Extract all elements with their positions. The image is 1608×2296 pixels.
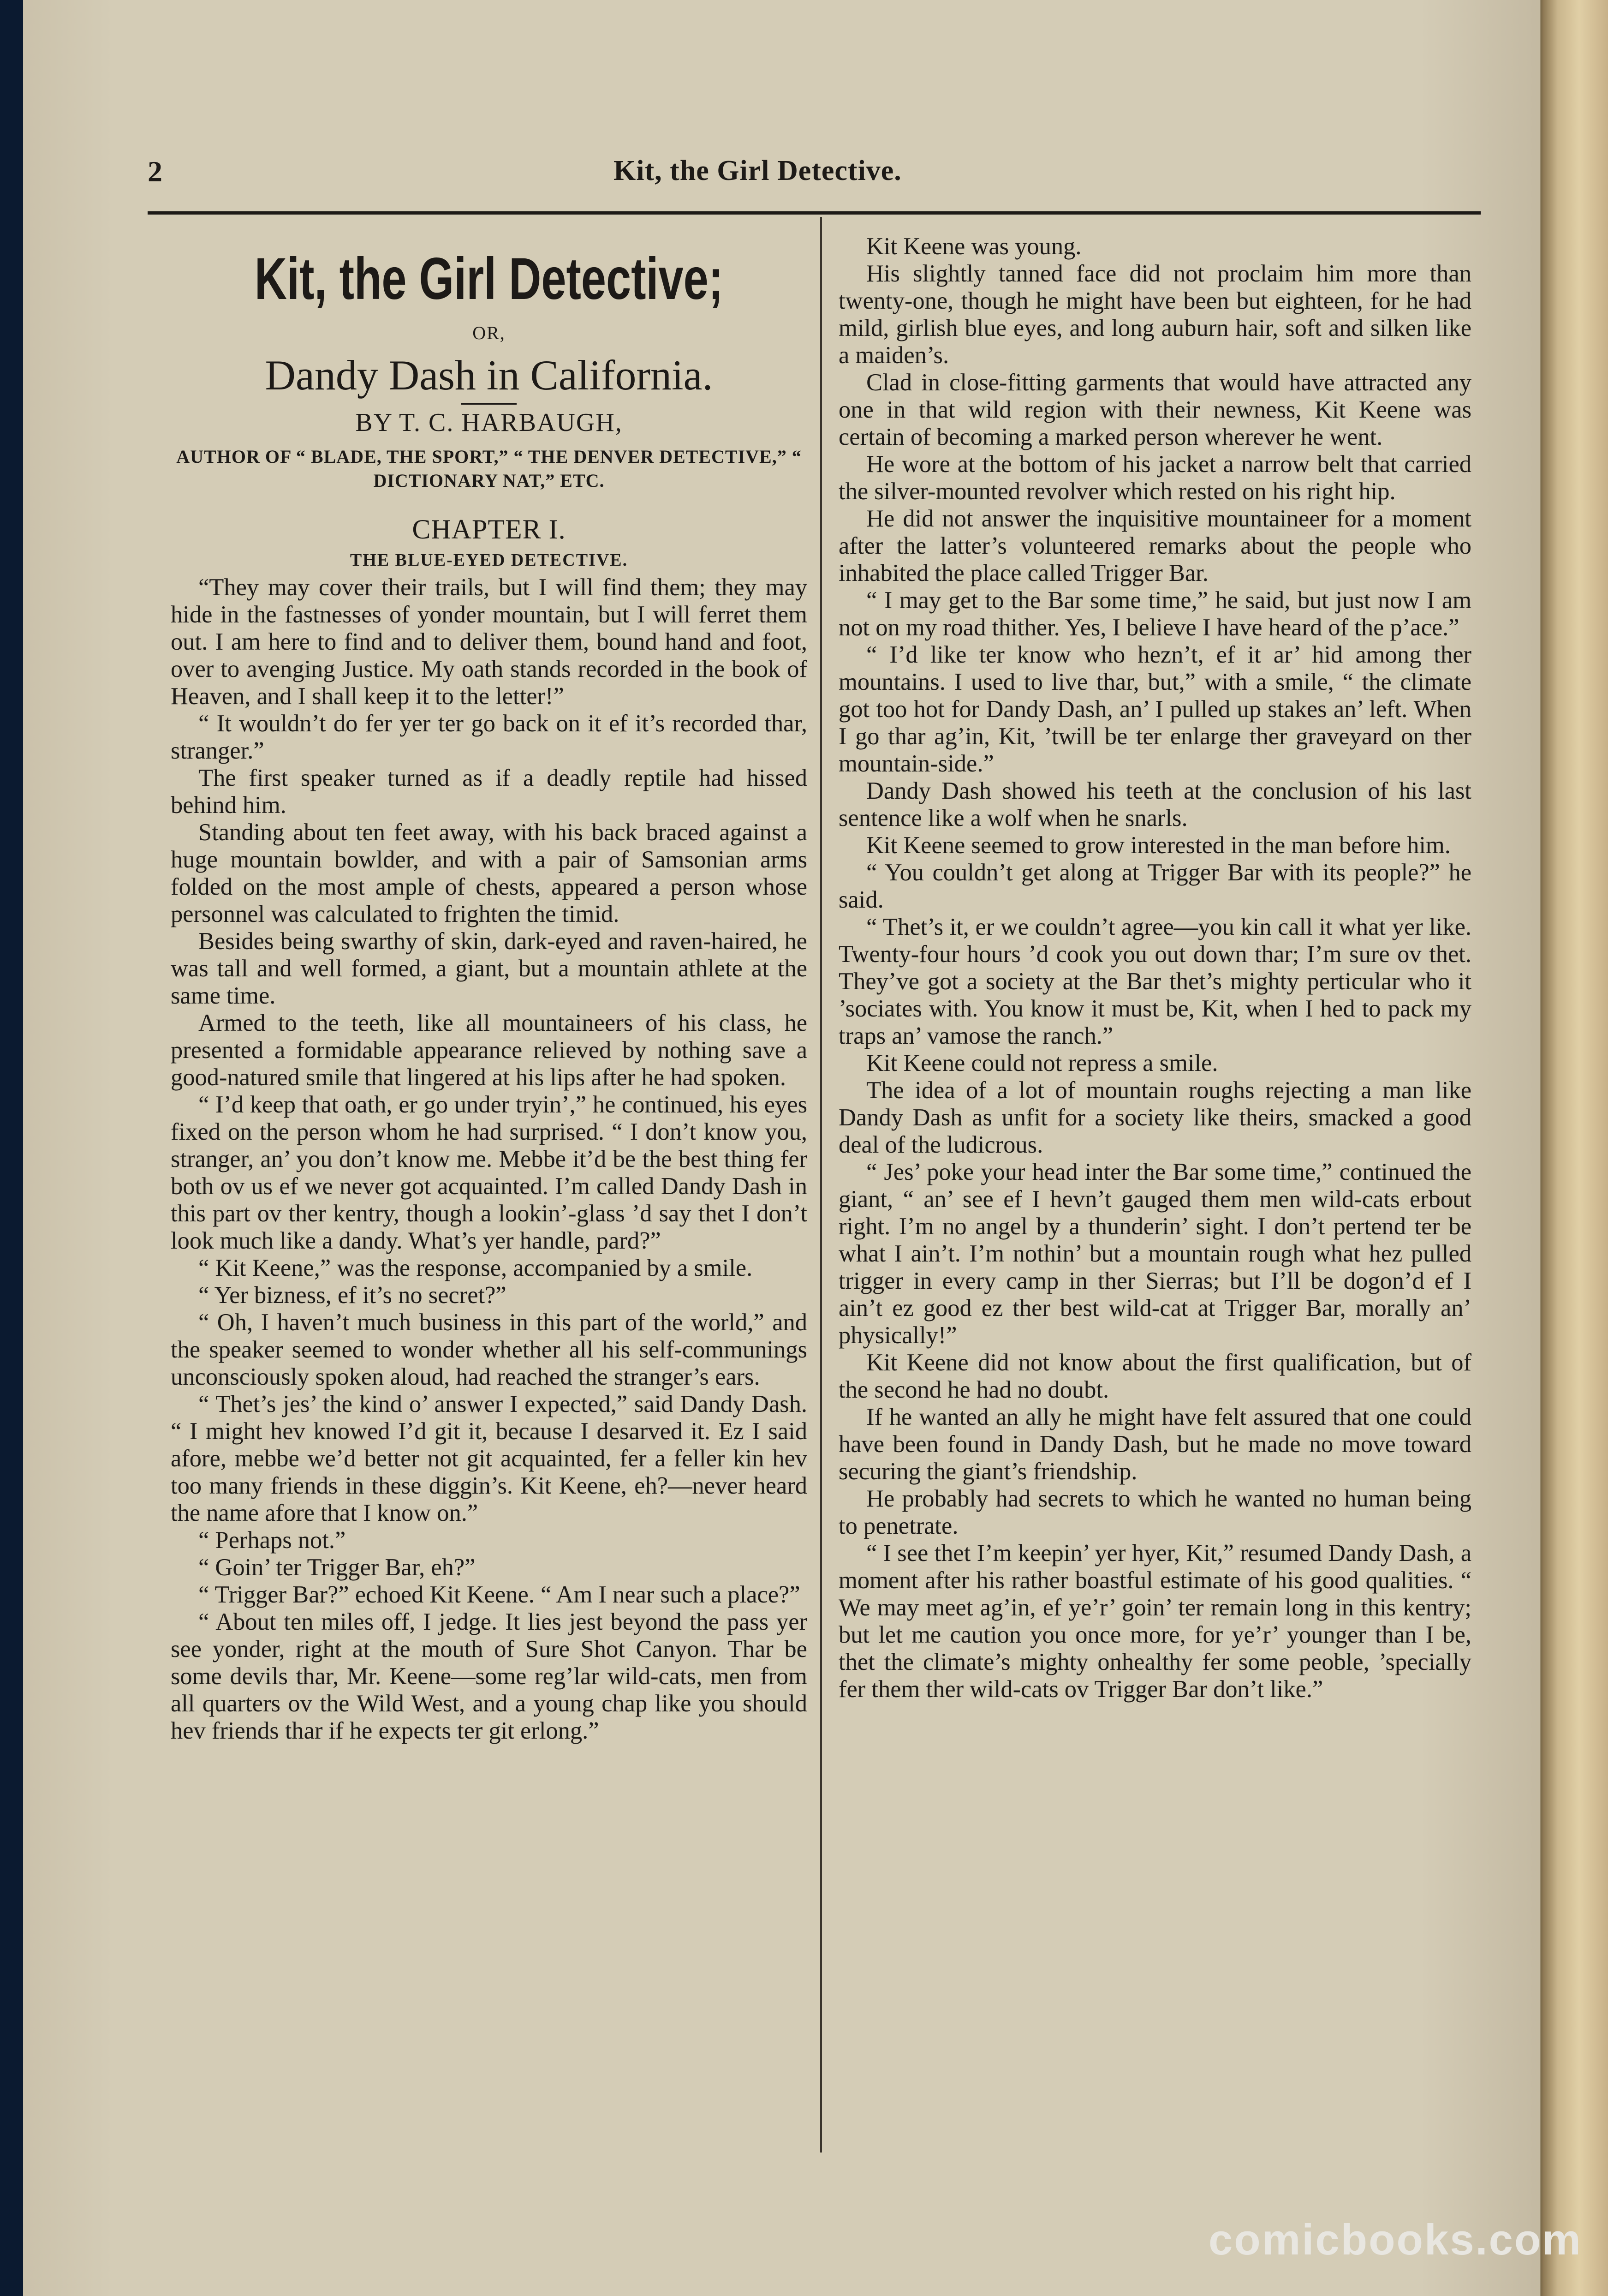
paragraph: “ Thet’s jes’ the kind o’ answer I expected,” said Dandy Dash. “ I might hev knowed I’d git it, because I desarved it. Ez I said afore, mebbe we’d better not git acquainted, fer a feller kin hev too many friends in these diggin’s. Kit Keene, eh?—never heard the name afore that I know on.” bbox=[171, 1391, 807, 1526]
right-column bbox=[839, 233, 1471, 1703]
paragraph: “ I’d like ter know who hezn’t, ef it ar’ hid among ther mountains. I used to live thar, but,” with a smile, “ the climate got too hot for Dandy Dash, an’ I pulled up stakes an’ left. When I go thar ag’in, Kit, ’twill be ter enlarge ther graveyard on ther mountain-side.” bbox=[839, 641, 1471, 777]
byline: BY T. C. HARBAUGH, bbox=[355, 408, 623, 437]
paragraph: Armed to the teeth, like all mountaineers of his class, he presented a formidable appearance relieved by nothing save a good-natured smile that lingered at his lips after he had spoken. bbox=[171, 1010, 807, 1091]
paragraph: “ Jes’ poke your head inter the Bar some time,” continued the giant, “ an’ see ef I hevn’t gauged them men wild-cats erbout right. I’m no angel by a thunderin’ sight. I don’t pertend ter be what I ain’t. I’m nothin’ but a mountain rough what hez pulled trigger in every camp in ther Sierras; but I’ll be dogon’d ef I ain’t ez good ez ther best wild-cat at Trigger Bar, morally an’ physically!” bbox=[839, 1159, 1471, 1349]
paragraph: “ Goin’ ter Trigger Bar, eh?” bbox=[198, 1554, 476, 1581]
left-column-text bbox=[171, 574, 807, 1745]
magazine-page bbox=[23, 0, 1582, 2296]
running-title: Kit, the Girl Detective. bbox=[613, 155, 902, 186]
paragraph: “ I see thet I’m keepin’ yer hyer, Kit,” resumed Dandy Dash, a moment after his rather boastful estimate of his good qualities. “ We may meet ag’in, ef ye’r’ goin’ ter remain long in this kentry; but let me caution you once more, for ye’r’ younger than I be, thet the climate’s mighty onhealthy fer some peoble, ’specially fer them ther wild-cats ov Trigger Bar don’t like.” bbox=[839, 1540, 1471, 1703]
paragraph: “ Trigger Bar?” echoed Kit Keene. “ Am I near such a place?” bbox=[198, 1581, 800, 1608]
paragraph: “ I’d keep that oath, er go under tryin’,” he continued, his eyes fixed on the person whom he had surprised. “ I don’t know you, stranger, an’ you don’t know me. Mebbe it’d be the best thing fer both ov us ef we never got acquainted. I’m called Dandy Dash in this part ov ther kentry, though a lookin’-glass ’d say thet I don’t look much like a dandy. What’s yer handle, pard?” bbox=[171, 1091, 807, 1254]
paragraph: “ Perhaps not.” bbox=[198, 1527, 346, 1554]
paragraph: Kit Keene could not repress a smile. bbox=[866, 1050, 1218, 1076]
chapter-heading: CHAPTER I. bbox=[412, 514, 566, 544]
column-divider bbox=[820, 217, 822, 2152]
paragraph: He wore at the bottom of his jacket a narrow belt that carried the silver-mounted revolver which rested on his right hip. bbox=[839, 451, 1471, 505]
chapter-subheading: THE BLUE-EYED DETECTIVE. bbox=[350, 550, 628, 570]
left-column bbox=[171, 217, 807, 1745]
title-rule bbox=[461, 403, 517, 405]
paragraph: “ Oh, I haven’t much business in this part of the world,” and the speaker seemed to wonder whether all his self-communings unconsciously spoken aloud, had reached the stranger’s ears. bbox=[171, 1309, 807, 1390]
title-or: OR, bbox=[472, 323, 506, 343]
watermark: comicbooks.com bbox=[1209, 2215, 1582, 2264]
paragraph: He did not answer the inquisitive mountaineer for a moment after the latter’s volunteered remarks about the people who inhabited the place called Trigger Bar. bbox=[839, 505, 1471, 586]
paragraph: “ I may get to the Bar some time,” he said, but just now I am not on my road thither. Yes, I believe I have heard of the p’ace.” bbox=[839, 587, 1471, 641]
page-fold-edge bbox=[1540, 0, 1542, 2296]
paragraph: “ It wouldn’t do fer yer ter go back on it ef it’s recorded thar, stranger.” bbox=[171, 710, 807, 764]
paragraph: His slightly tanned face did not proclaim him more than twenty-one, though he might have been but eighteen, for he had mild, girlish blue eyes, and long auburn hair, soft and silken like a maiden’s. bbox=[839, 260, 1471, 369]
paragraph: The first speaker turned as if a deadly reptile had hissed behind him. bbox=[171, 765, 807, 819]
paragraph: “ Kit Keene,” was the response, accompanied by a smile. bbox=[198, 1255, 753, 1281]
adjacent-page-edge bbox=[1536, 0, 1608, 2296]
paragraph: Clad in close-fitting garments that would have attracted any one in that wild region with their newness, Kit Keene was certain of becoming a marked person wherever he went. bbox=[839, 369, 1471, 450]
paragraph: “ Yer bizness, ef it’s no secret?” bbox=[198, 1282, 506, 1309]
paragraph: Kit Keene did not know about the first qualification, but of the second he had no doubt. bbox=[839, 1349, 1471, 1403]
paragraph: “ About ten miles off, I jedge. It lies jest beyond the pass yer see yonder, right at the mouth of Sure Shot Canyon. Thar be some devils thar, Mr. Keene—some reg’lar wild-cats, men from all quarters ov the Wild West, and a young chap like you should hev friends thar if he expects ter git erlong.” bbox=[171, 1608, 807, 1744]
story-subtitle: Dandy Dash in California. bbox=[265, 352, 713, 399]
paragraph: “ Thet’s it, er we couldn’t agree—you kin call it what yer like. Twenty-four hours ’d cook you out down thar; I’m sure ov thet. They’ve got a society at the Bar thet’s mighty perticular who it ’sociates with. You know it must be, Kit, when I hed to pack my traps an’ vamose the ranch.” bbox=[839, 914, 1471, 1049]
author-credits: AUTHOR OF “ BLADE, THE SPORT,” “ THE DENVER DETECTIVE,” “ DICTIONARY NAT,” ETC. bbox=[176, 446, 802, 491]
paragraph: “ You couldn’t get along at Trigger Bar with its people?” he said. bbox=[839, 859, 1471, 913]
right-column-text bbox=[839, 233, 1471, 1703]
paragraph: Besides being swarthy of skin, dark-eyed and raven-haired, he was tall and well formed, a giant, but a mountain athlete at the same time. bbox=[171, 928, 807, 1009]
page-number: 2 bbox=[148, 155, 162, 188]
paragraph: “They may cover their trails, but I will find them; they may hide in the fastnesses of yonder mountain, but I will ferret them out. I am here to find and to deliver them, bound hand and foot, over to avenging Justice. My oath stands recorded in the book of Heaven, and I shall keep it to the letter!” bbox=[171, 574, 807, 710]
paragraph: Kit Keene seemed to grow interested in the man before him. bbox=[866, 832, 1451, 859]
paragraph: He probably had secrets to which he wanted no human being to penetrate. bbox=[839, 1485, 1471, 1539]
paragraph: If he wanted an ally he might have felt assured that one could have been found in Dandy Dash, but he made no move toward securing the giant’s friendship. bbox=[839, 1404, 1471, 1485]
story-title: Kit, the Girl Detective; bbox=[254, 246, 724, 312]
paragraph: Kit Keene was young. bbox=[866, 233, 1082, 260]
paragraph: The idea of a lot of mountain roughs rejecting a man like Dandy Dash as unfit for a society like theirs, smacked a good deal of the ludicrous. bbox=[839, 1077, 1471, 1158]
paragraph: Standing about ten feet away, with his back braced against a huge mountain bowlder, and with a pair of Samsonian arms folded on the most ample of chests, appeared a person whose personnel was calculated to frighten the timid. bbox=[171, 819, 807, 927]
paragraph: Dandy Dash showed his teeth at the conclusion of his last sentence like a wolf when he snarls. bbox=[839, 777, 1471, 831]
header-rule bbox=[148, 211, 1481, 215]
